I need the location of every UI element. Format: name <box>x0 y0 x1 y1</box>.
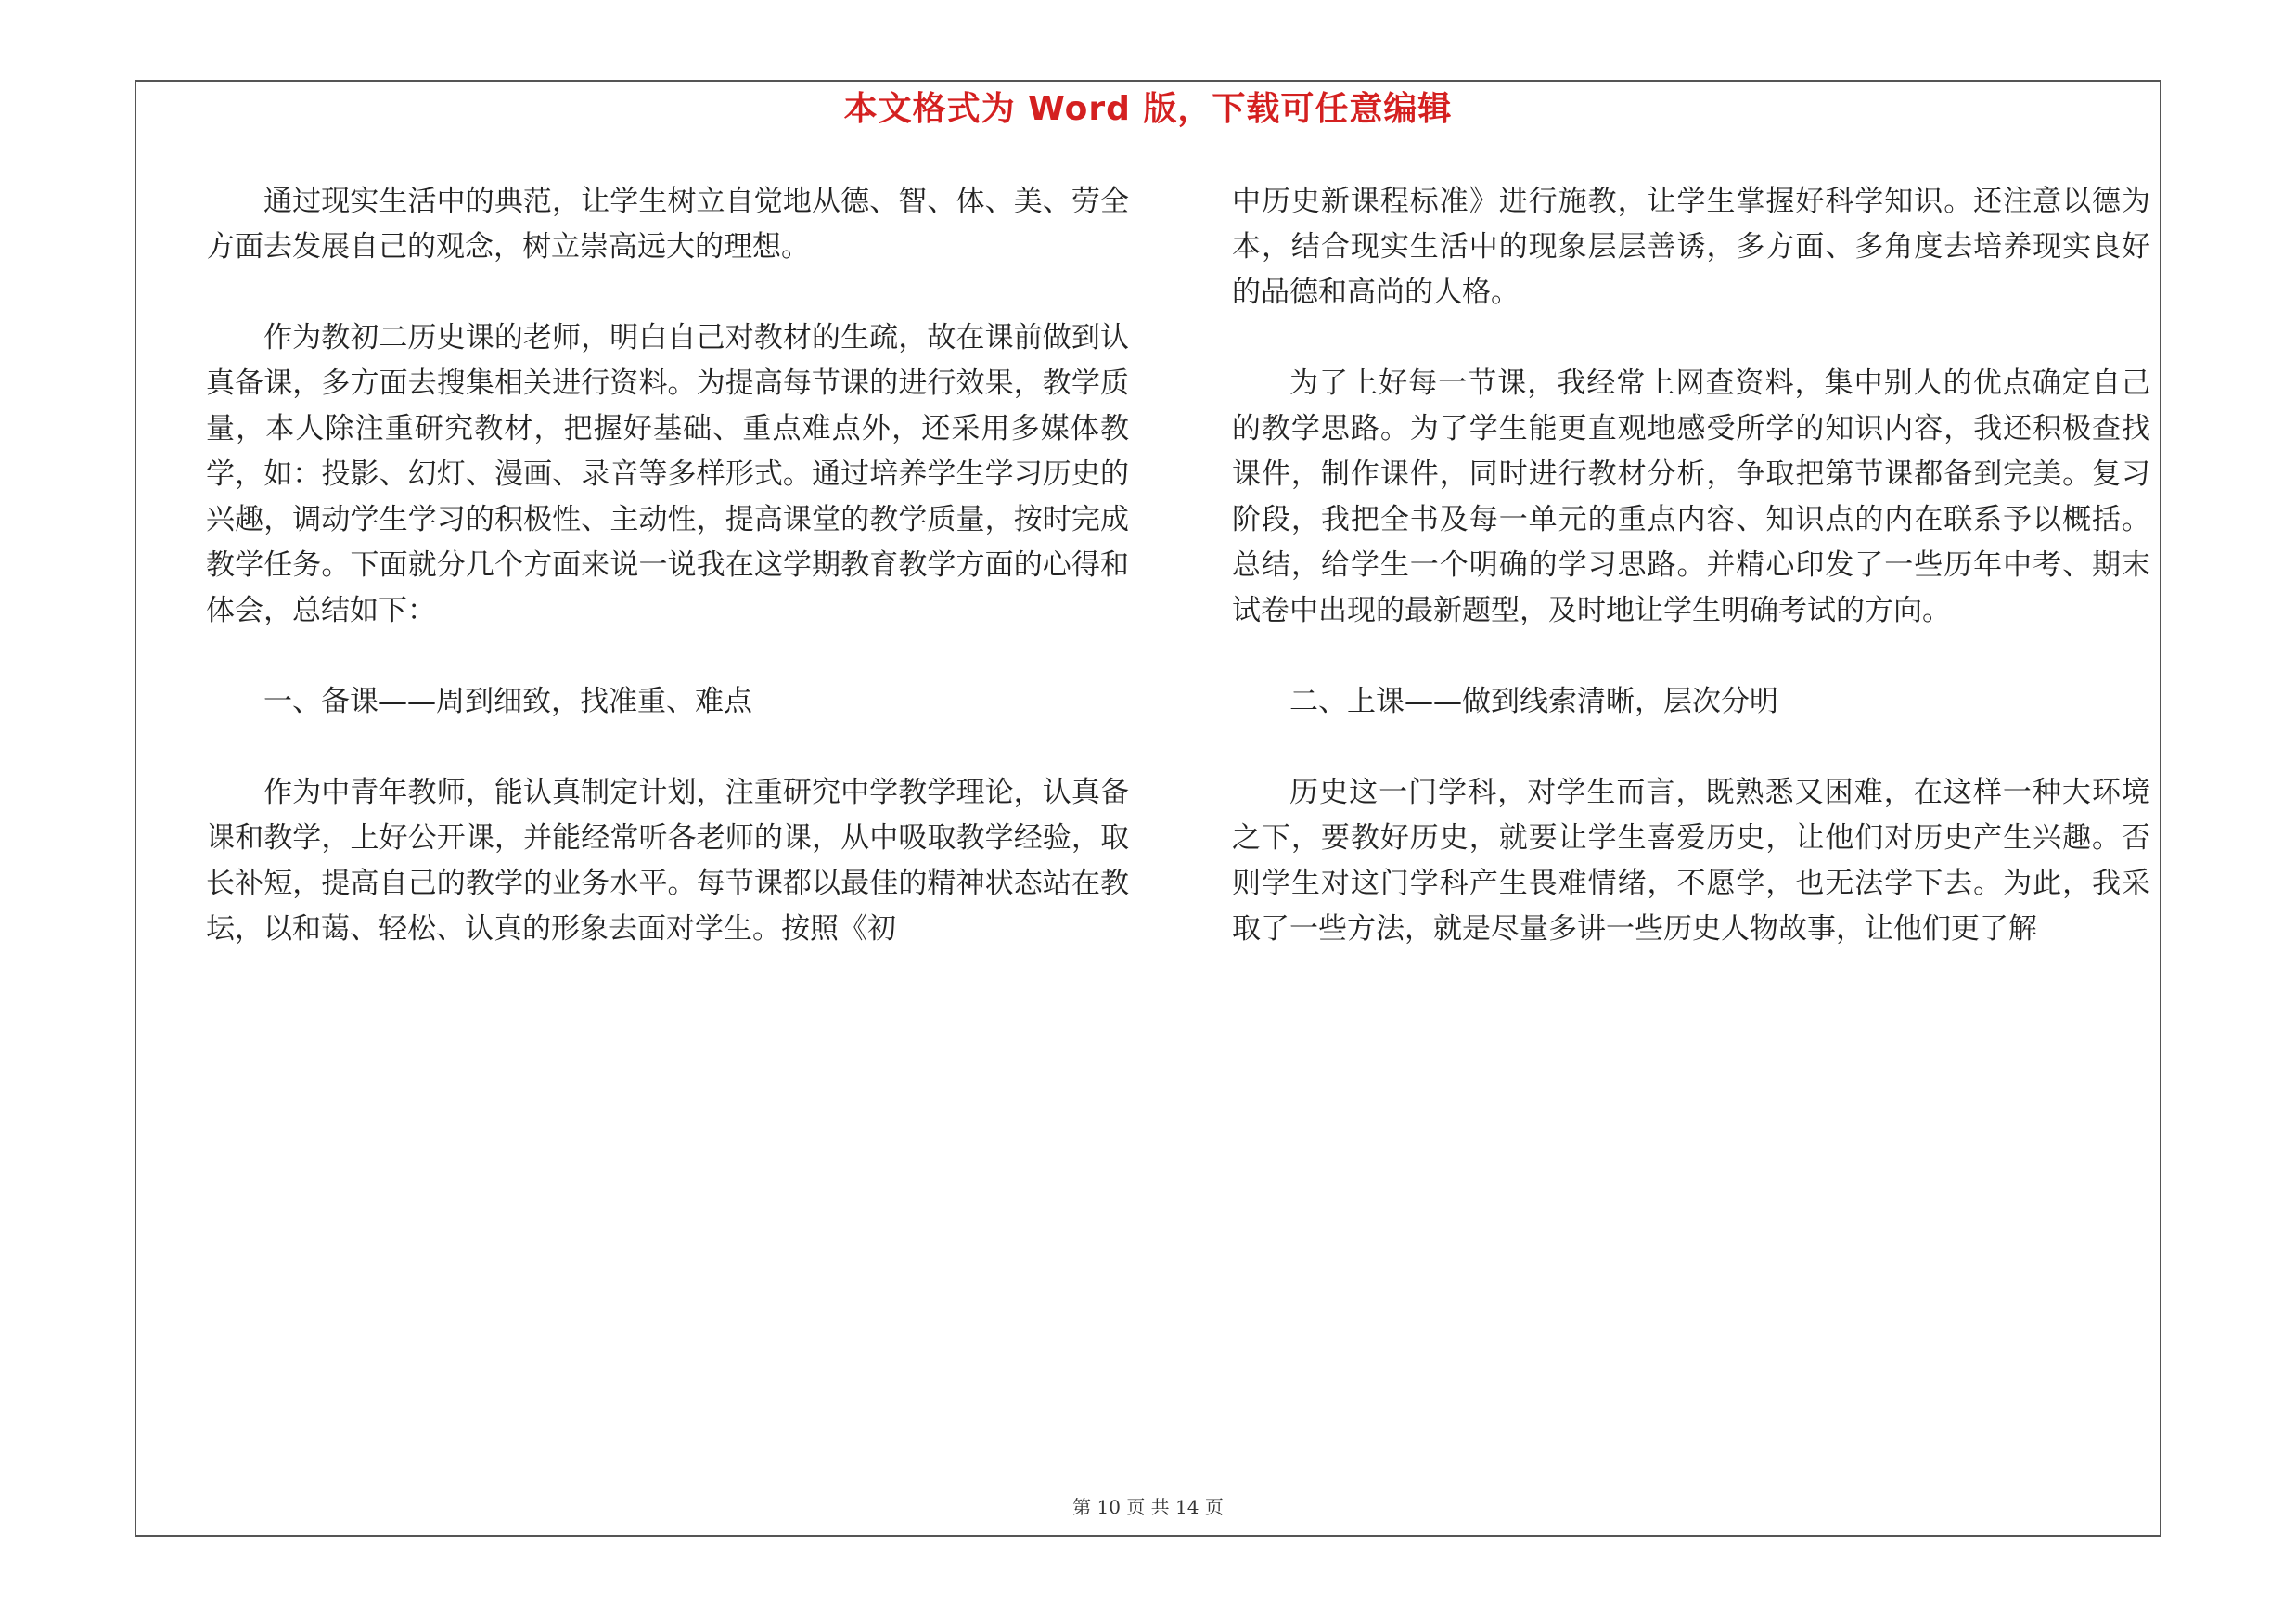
paragraph-teacher-planning: 作为中青年教师，能认真制定计划，注重研究中学教学理论，认真备课和教学，上好公开课，并能经常听各老师的课，从中吸取教学经验，取长补短，提高自己的教学的业务水平。每节课都以最佳的精神状态站在教坛，以和蔼、轻松、认真的形象去面对学生。按照《初 <box>206 776 1129 946</box>
section-heading-lesson-prep: 一、备课——周到细致，找准重、难点 <box>263 685 752 718</box>
paragraph-preparation-overview: 作为教初二历史课的老师，明白自己对教材的生疏，故在课前做到认真备课，多方面去搜集相关进行资料。为提高每节课的进行效果，教学质量，本人除注重研究教材，把握好基础、重点难点外，还采用多媒体教学，如：投影、幻灯、漫画、录音等多样形式。通过培养学生学习历史的兴趣，调动学生学习的积极性、主动性，提高课堂的教学质量，按时完成教学任务。下面就分几个方面来说一说我在这学期教育教学方面的心得和体会，总结如下： <box>206 321 1129 627</box>
paragraph-ideals: 通过现实生活中的典范，让学生树立自觉地从德、智、体、美、劳全方面去发展自己的观念，树立崇高远大的理想。 <box>206 185 1129 264</box>
section-heading-teaching: 二、上课——做到线索清晰，层次分明 <box>1289 685 1778 718</box>
paragraph-history-interest: 历史这一门学科，对学生而言，既熟悉又困难，在这样一种大环境之下，要教好历史，就要让学生喜爱历史，让他们对历史产生兴趣。否则学生对这门学科产生畏难情绪，不愿学，也无法学下去。为此，我采取了一些方法，就是尽量多讲一些历史人物故事，让他们更了解 <box>1232 776 2150 946</box>
paragraph-curriculum-continuation: 中历史新课程标准》进行施教，让学生掌握好科学知识。还注意以德为本，结合现实生活中的现象层层善诱，多方面、多角度去培养现实良好的品德和高尚的人格。 <box>1232 185 2150 309</box>
word-format-banner: 本文格式为 Word 版，下载可任意编辑 <box>843 90 1453 128</box>
page-number-footer: 第 10 页 共 14 页 <box>1072 1496 1224 1518</box>
left-column <box>206 179 1129 998</box>
paragraph-online-research: 为了上好每一节课，我经常上网查资料，集中别人的优点确定自己的教学思路。为了学生能更直观地感受所学的知识内容，我还积极查找课件，制作课件，同时进行教材分析，争取把第节课都备到完美。复习阶段，我把全书及每一单元的重点内容、知识点的内在联系予以概括。总结，给学生一个明确的学习思路。并精心印发了一些历年中考、期末试卷中出现的最新题型，及时地让学生明确考试的方向。 <box>1232 367 2150 627</box>
right-column <box>1232 179 2150 998</box>
